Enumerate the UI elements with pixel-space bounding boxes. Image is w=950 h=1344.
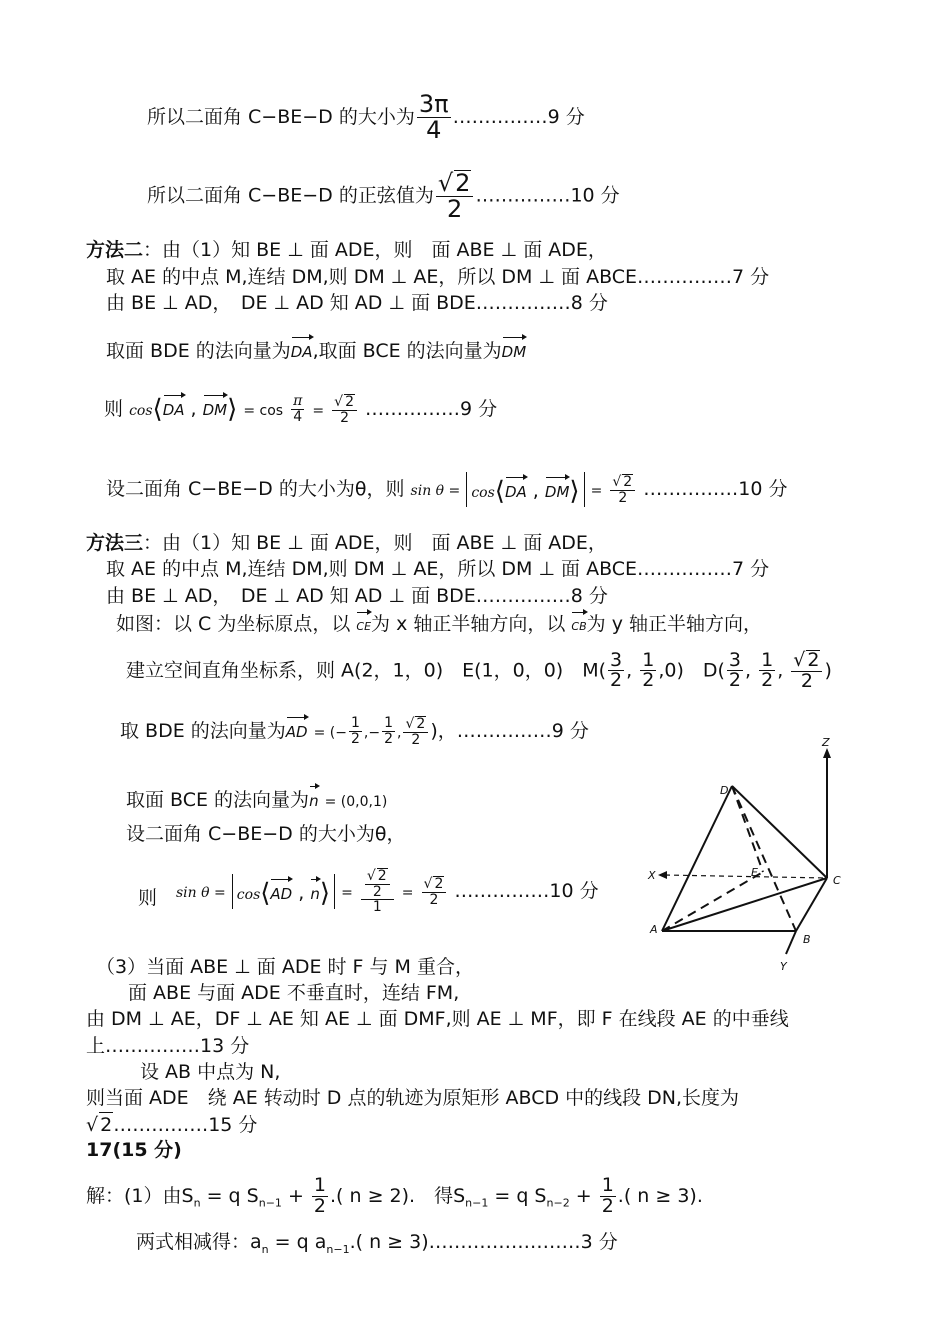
method3-line5: 建立空间直角坐标系，则 A(2，1，0) E(1，0，0) M( $\frac{3}{2}$ , $\frac{1}{2}$ ,0) D( $\frac{3}{2}$ , $\frac{1}{2}$ , $\frac{√ 2}{2}$ )	[126, 648, 832, 692]
edge-AC	[662, 878, 827, 931]
method3-line9: sin θ = cos⟨AD , n⟩ = $\frac{\frac{√ 2}{2}}{1}$ = $\frac{√ 2}{2}$ ……………10 分	[176, 868, 599, 916]
method3-line7: 取面 BCE 的法向量为n = (0,0,1)	[126, 783, 387, 814]
edge-DA	[662, 786, 732, 931]
edge-DE	[732, 786, 763, 872]
method3-line9-label: 则	[138, 887, 158, 909]
vector-DM: DM	[502, 334, 527, 364]
line-angle-size: 所以二面角 C−BE−D 的大小为 $\frac{3\pi}{4}$ ……………9 分	[147, 90, 585, 145]
part3-line4: 上……………13 分	[86, 1035, 250, 1057]
fraction-3pi-4: $\frac{3\pi}{4}$	[418, 90, 449, 145]
fraction-sqrt2-2: $\frac{√2}{2}$	[436, 170, 474, 222]
z-axis-arrow	[823, 748, 831, 758]
part3-line3: 由 DM ⊥ AE，DF ⊥ AE 知 AE ⊥ 面 DMF,则 AE ⊥ MF，即 F 在线段 AE 的中垂线	[86, 1008, 789, 1030]
edge-DB	[732, 786, 796, 931]
x-axis-arrow	[658, 871, 667, 879]
part3-line6: 则当面 ADE 绕 AE 转动时 D 点的轨迹为原矩形 ABCD 中的线段 DN,长度为	[86, 1087, 740, 1109]
method2-line5: 则 cos⟨DA , DM⟩ = cos $\frac{\pi}{4}$ = $\frac{√ 2}{2}$ ……………9 分	[104, 393, 498, 426]
method3-line4: 如图：以 C 为坐标原点，以 CE为 x 轴正半轴方向，以 CB为 y 轴正半轴方向，	[116, 609, 762, 639]
method3-line8: 设二面角 C−BE−D 的大小为θ，	[126, 823, 406, 845]
method3-line2: 取 AE 的中点 M,连结 DM,则 DM ⊥ AE，所以 DM ⊥ 面 ABCE……………7 分	[106, 558, 770, 580]
label-X: X	[648, 869, 656, 882]
question-17-header: 17(15 分)	[86, 1139, 182, 1161]
pyramid-figure	[630, 732, 860, 982]
method2-line4: 取面 BDE 的法向量为DA,取面 BCE 的法向量为DM	[106, 334, 526, 364]
y-axis	[786, 931, 796, 954]
part3-line2: 面 ABE 与面 ADE 不垂直时，连结 FM,	[128, 982, 460, 1004]
label-B: B	[803, 933, 811, 946]
method2-line2: 取 AE 的中点 M,连结 DM,则 DM ⊥ AE，所以 DM ⊥ 面 ABCE……………7 分	[106, 266, 770, 288]
method3-line6: 取 BDE 的法向量为AD = (− $\frac{1}{2}$ ,− $\frac{1}{2}$ , $\frac{√ 2}{2}$ )，……………9 分	[120, 715, 589, 748]
edge-DC	[732, 786, 827, 878]
label-Y: Y	[780, 960, 787, 973]
method2-line6: 设二面角 C−BE−D 的大小为θ，则 sin θ = cos⟨DA , DM⟩ = $\frac{√ 2}{2}$ ……………10 分	[106, 473, 788, 507]
label-D: D	[720, 784, 729, 797]
q17-step2: 两式相减得：$a_n = q$ $a_{n-1}$.( n ≥ 3)……………………3 分	[136, 1231, 618, 1256]
method2-line3: 由 BE ⊥ AD， DE ⊥ AD 知 AD ⊥ 面 BDE……………8 分	[106, 292, 608, 314]
part3-line1: （3）当面 ABE ⊥ 面 ADE 时 F 与 M 重合，	[96, 956, 474, 978]
q17-step1: 解：(1）由$S_n = q$ $S_{n-1}$ + $\frac{1}{2}$ .( n ≥ 2). 得$S_{n-1} = q$ $S_{n-2}$ + $\frac{1}{2}$ .( n ≥ 3).	[86, 1174, 703, 1217]
line-angle-sine: 所以二面角 C−BE−D 的正弦值为 $\frac{√2}{2}$ ……………10 分	[147, 169, 620, 224]
label-E: E	[751, 866, 758, 879]
label-A: A	[650, 923, 658, 936]
method2-line1: 方法二：由（1）知 BE ⊥ 面 ADE，则 面 ABE ⊥ 面 ADE，	[86, 239, 607, 261]
part3-line5: 设 AB 中点为 N,	[140, 1061, 281, 1083]
part3-line7: √ 2……………15 分	[86, 1114, 258, 1136]
label-C: C	[833, 874, 841, 887]
method3-line1: 方法三：由（1）知 BE ⊥ 面 ADE，则 面 ABE ⊥ 面 ADE，	[86, 532, 607, 554]
method3-line3: 由 BE ⊥ AD， DE ⊥ AD 知 AD ⊥ 面 BDE……………8 分	[106, 585, 608, 607]
vector-DA: DA	[291, 334, 313, 364]
label-Z: Z	[822, 736, 830, 749]
